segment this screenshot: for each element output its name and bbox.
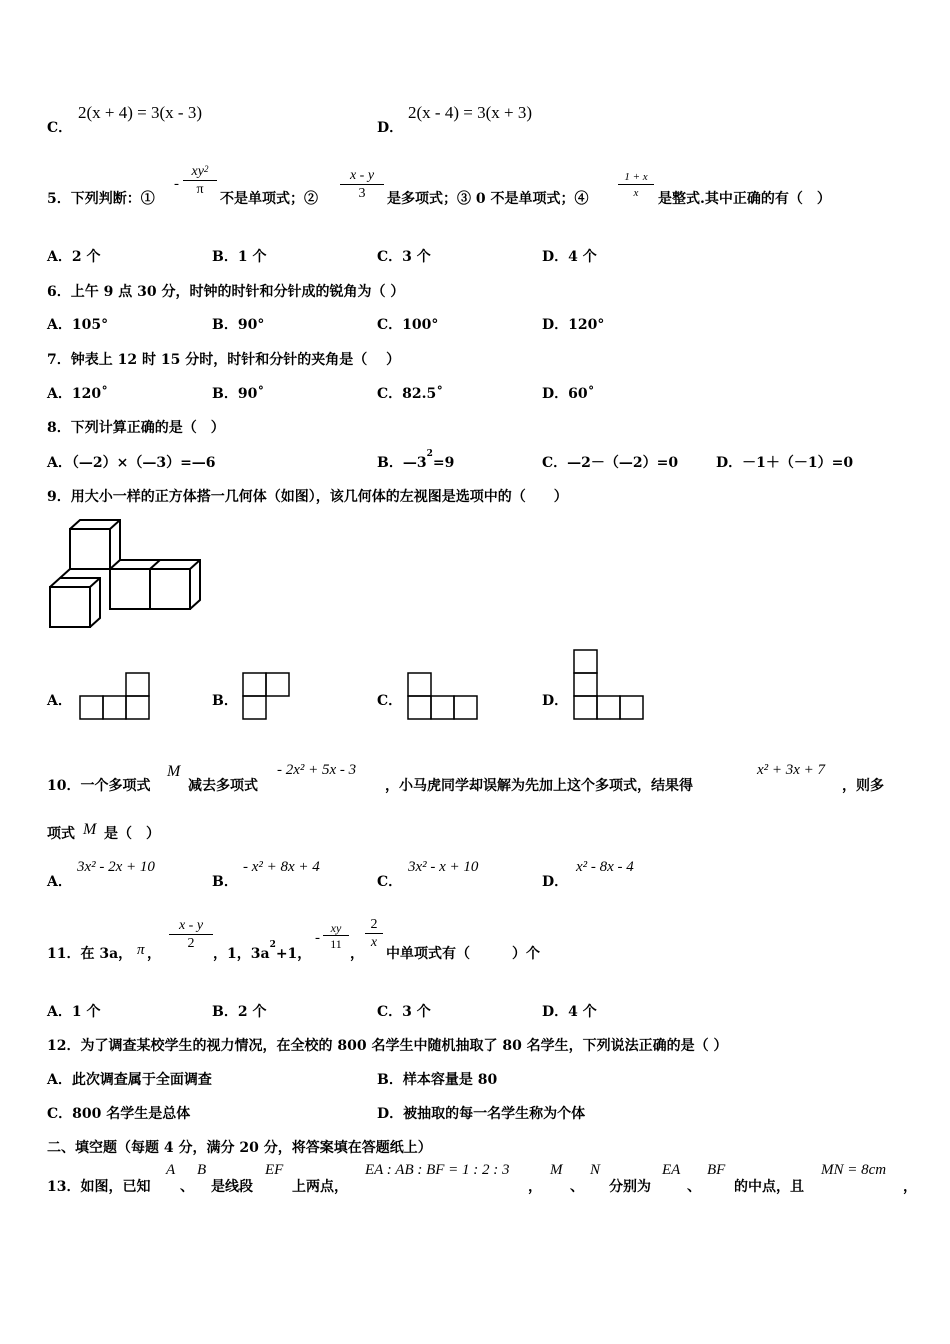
q10-polynomial-2: x² + 3x + 7 bbox=[757, 762, 826, 778]
q5-option-b[interactable]: B．1 个 bbox=[212, 249, 267, 265]
q10-polynomial-1: - 2x² + 5x - 3 bbox=[277, 762, 357, 778]
q10-line2-prefix: 项式 bbox=[47, 826, 75, 842]
q13-mn-length: MN = 8cm bbox=[821, 1162, 887, 1178]
q11-option-b[interactable]: B．2 个 bbox=[212, 1004, 267, 1020]
q13-segment-ef: EF bbox=[265, 1162, 284, 1178]
q9-option-c-figure[interactable] bbox=[406, 672, 480, 722]
q10-option-a-label[interactable]: A． bbox=[47, 874, 72, 890]
q13-text-3: 分别为 bbox=[609, 1179, 651, 1195]
q11-prefix: 11．在 3a， bbox=[47, 946, 133, 962]
q10-option-b-label[interactable]: B． bbox=[212, 874, 238, 890]
q4-option-d-label[interactable]: D． bbox=[377, 120, 404, 136]
q5-fraction-1: $\frac{xy^2}{\pi}$ bbox=[183, 164, 217, 199]
q8-option-b[interactable]: B．$—3^2=9$ bbox=[377, 449, 455, 471]
q6-option-c[interactable]: C．100° bbox=[377, 317, 439, 333]
q9-option-a-label[interactable]: A． bbox=[47, 693, 72, 709]
q13-point-n: N bbox=[590, 1162, 601, 1178]
q5-text-3: 是整式.其中正确的有（ ） bbox=[658, 191, 831, 207]
q10-option-c-expression: 3x² - x + 10 bbox=[408, 859, 479, 875]
q7-option-c[interactable]: C．82.5˚ bbox=[377, 386, 444, 402]
q13-sep-1: 、 bbox=[180, 1179, 194, 1195]
q5-option-d[interactable]: D．4 个 bbox=[542, 249, 597, 265]
q13-ratio: EA : AB : BF = 1 : 2 : 3 bbox=[365, 1162, 510, 1178]
q10-m-variable: M bbox=[167, 763, 181, 780]
q9-option-c-label[interactable]: C． bbox=[377, 693, 403, 709]
q9-solid-figure bbox=[47, 518, 207, 630]
q7-option-b[interactable]: B．90˚ bbox=[212, 386, 265, 402]
q13-segment-ea: EA bbox=[662, 1162, 681, 1178]
q5-option-c[interactable]: C．3 个 bbox=[377, 249, 431, 265]
q6-option-a[interactable]: A．105° bbox=[47, 317, 109, 333]
q12-option-d[interactable]: D．被抽取的每一名学生称为个体 bbox=[377, 1106, 586, 1122]
q9-option-b-label[interactable]: B． bbox=[212, 693, 238, 709]
q10-option-c-label[interactable]: C． bbox=[377, 874, 403, 890]
q8-option-d[interactable]: D．－1＋（－1）=0 bbox=[716, 455, 854, 471]
q9-option-b-figure[interactable] bbox=[241, 672, 291, 722]
q4-option-c-label[interactable]: C． bbox=[47, 120, 73, 136]
q13-point-m: M bbox=[550, 1162, 563, 1178]
q13-end: ， bbox=[903, 1179, 917, 1195]
q12-option-a[interactable]: A．此次调查属于全面调查 bbox=[47, 1072, 212, 1088]
q7-option-a[interactable]: A．120˚ bbox=[47, 386, 109, 402]
q5-minus-sign: - bbox=[174, 176, 179, 192]
q5-text-2: 是多项式；③ 0 不是单项式；④ bbox=[387, 191, 589, 207]
q11-suffix: 中单项式有（ ）个 bbox=[386, 946, 540, 962]
q7-option-d[interactable]: D．60˚ bbox=[542, 386, 595, 402]
q11-option-a[interactable]: A．1 个 bbox=[47, 1004, 101, 1020]
q13-text-4: 的中点，且 bbox=[734, 1179, 804, 1195]
q6-option-b[interactable]: B．90° bbox=[212, 317, 265, 333]
q10-option-b-expression: - x² + 8x + 4 bbox=[243, 859, 320, 875]
q6-option-d[interactable]: D．120° bbox=[542, 317, 605, 333]
q11-middle: ，1，$3a^2+1$， bbox=[213, 940, 312, 962]
section-2-title: 二、填空题（每题 4 分，满分 20 分，将答案填在答题纸上） bbox=[47, 1140, 432, 1156]
q5-option-a[interactable]: A．2 个 bbox=[47, 249, 101, 265]
q7-stem: 7．钟表上 12 时 15 分时，时针和分针的夹角是（ ） bbox=[47, 352, 401, 368]
q10-line2-suffix: 是（ ） bbox=[104, 826, 160, 842]
q13-sep-2: 、 bbox=[570, 1179, 584, 1195]
q12-option-b[interactable]: B．样本容量是 80 bbox=[377, 1072, 498, 1088]
q11-comma-2: ， bbox=[350, 946, 364, 962]
q6-stem: 6．上午 9 点 30 分，时钟的时针和分针成的锐角为（ ） bbox=[47, 284, 405, 300]
q4-option-c-expression: 2(x + 4) = 3(x - 3) bbox=[78, 103, 202, 122]
q13-segment-bf: BF bbox=[707, 1162, 726, 1178]
q9-stem: 9．用大小一样的正方体搭一几何体（如图），该几何体的左视图是选项中的（ ） bbox=[47, 489, 568, 505]
q10-option-d-expression: x² - 8x - 4 bbox=[576, 859, 634, 875]
q11-option-c[interactable]: C．3 个 bbox=[377, 1004, 431, 1020]
q5-prefix: 5．下列判断：① bbox=[47, 191, 155, 207]
q10-text-1: 减去多项式 bbox=[188, 778, 258, 794]
q4-option-d-expression: 2(x - 4) = 3(x + 3) bbox=[408, 103, 532, 122]
q8-option-a[interactable]: A．（—2）×（—3）=—6 bbox=[47, 455, 216, 471]
q13-point-a: A bbox=[166, 1162, 176, 1178]
q9-option-d-figure[interactable] bbox=[572, 649, 646, 722]
q10-line2-m: M bbox=[83, 821, 97, 838]
q13-text-1: 是线段 bbox=[211, 1179, 253, 1195]
q10-text-2: ，小马虎同学却误解为先加上这个多项式，结果得 bbox=[385, 778, 693, 794]
q10-option-d-label[interactable]: D． bbox=[542, 874, 569, 890]
q11-minus-sign: - bbox=[315, 930, 320, 946]
q13-text-2: 上两点， bbox=[292, 1179, 348, 1195]
q11-fraction-3: $\frac{2}{x}$ bbox=[365, 917, 383, 952]
q13-prefix: 13．如图，已知 bbox=[47, 1179, 151, 1195]
q12-option-c[interactable]: C．800 名学生是总体 bbox=[47, 1106, 191, 1122]
q13-sep-3: 、 bbox=[687, 1179, 701, 1195]
q5-text-1: 不是单项式；② bbox=[220, 191, 318, 207]
q10-text-3: ，则多 bbox=[842, 778, 884, 794]
q5-fraction-4: $\frac{1 + x}{x}$ bbox=[618, 170, 654, 201]
q13-point-b: B bbox=[197, 1162, 207, 1178]
q11-fraction-1: $\frac{x - y}{2}$ bbox=[169, 918, 213, 953]
q11-fraction-2: $\frac{xy}{11}$ bbox=[323, 921, 349, 952]
q10-option-a-expression: 3x² - 2x + 10 bbox=[77, 859, 155, 875]
q11-option-d[interactable]: D．4 个 bbox=[542, 1004, 597, 1020]
q8-stem: 8．下列计算正确的是（ ） bbox=[47, 420, 225, 436]
q11-pi: π bbox=[137, 942, 145, 958]
q12-stem: 12．为了调查某校学生的视力情况，在全校的 800 名学生中随机抽取了 80 名学生，下列说法正确的是（ ） bbox=[47, 1038, 728, 1054]
q10-prefix: 10．一个多项式 bbox=[47, 778, 151, 794]
q9-option-d-label[interactable]: D． bbox=[542, 693, 569, 709]
q13-comma: ， bbox=[528, 1179, 542, 1195]
q11-comma: ， bbox=[147, 946, 161, 962]
q8-option-c[interactable]: C．—2－（—2）=0 bbox=[542, 455, 679, 471]
q5-fraction-2: $\frac{x - y}{3}$ bbox=[340, 168, 384, 203]
q9-option-a-figure[interactable] bbox=[78, 672, 152, 722]
